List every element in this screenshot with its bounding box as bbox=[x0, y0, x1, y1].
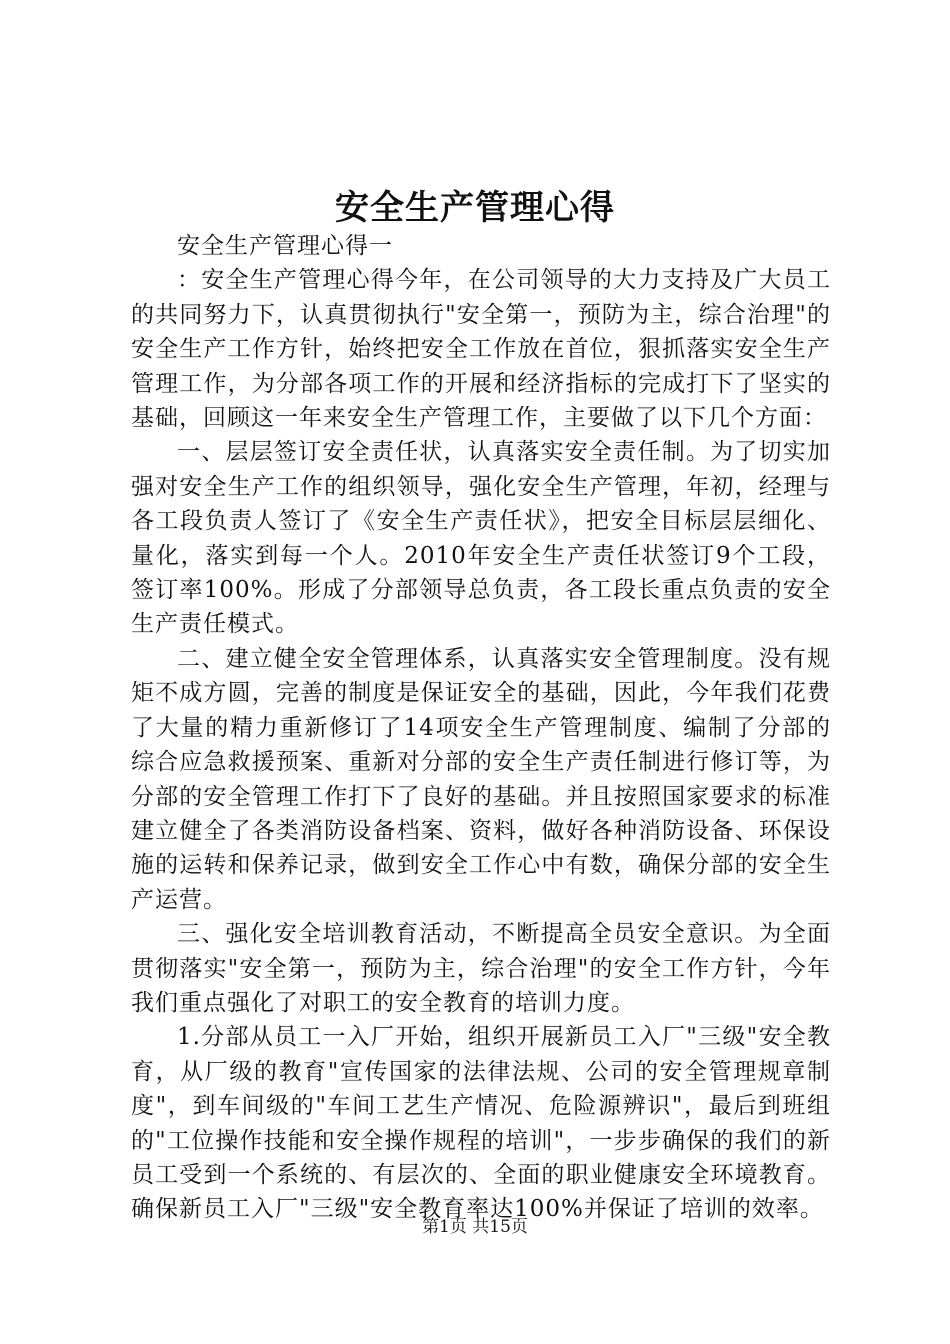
paragraph-item-1: 1.分部从员工一入厂开始，组织开展新员工入厂"三级"安全教育，从厂级的教育"宣传国家的法律法规、公司的安全管理规章制度"，到车间级的"车间工艺生产情况、危险源辨识"，最后到班组的"工位操作技能和安全操作规程的培训"，一步步确保的我们的新员工受到一个系统的、有层次的、全面的职业健康安全环境教育。确保新员工入厂"三级"安全教育率达100%并保证了培训的效率。 bbox=[131, 1024, 831, 1223]
paragraph-section-2: 二、建立健全安全管理体系，认真落实安全管理制度。没有规矩不成方圆，完善的制度是保证安全的基础，因此，今年我们花费了大量的精力重新修订了14项安全生产管理制度、编制了分部的综合应急救援预案、重新对分部的安全生产责任制进行修订等，为分部的安全管理工作打下了良好的基础。并且按照国家要求的标准建立健全了各类消防设备档案、资料，做好各种消防设备、环保设施的运转和保养记录，做到安全工作心中有数，确保分部的安全生产运营。 bbox=[131, 645, 831, 913]
paragraph-intro: ：安全生产管理心得今年，在公司领导的大力支持及广大员工的共同努力下，认真贯彻执行"安全第一，预防为主，综合治理"的安全生产工作方针，始终把安全工作放在首位，狠抓落实安全生产管理工作，为分部各项工作的开展和经济指标的完成打下了坚实的基础，回顾这一年来安全生产管理工作，主要做了以下几个方面： bbox=[131, 267, 831, 432]
page-number-footer: 第1页 共15页 bbox=[422, 1217, 528, 1237]
paragraph-section-3: 三、强化安全培训教育活动，不断提高全员安全意识。为全面贯彻落实"安全第一，预防为主，综合治理"的安全工作方针，今年我们重点强化了对职工的安全教育的培训力度。 bbox=[131, 921, 831, 1016]
paragraph-section-1: 一、层层签订安全责任状，认真落实安全责任制。为了切实加强对安全生产工作的组织领导，强化安全生产管理，年初，经理与各工段负责人签订了《安全生产责任状》，把安全目标层层细化、量化，落实到每一个人。2010年安全生产责任状签订9个工段，签订率100%。形成了分部领导总负责，各工段长重点负责的安全生产责任模式。 bbox=[131, 439, 831, 638]
section-subheading: 安全生产管理心得一 bbox=[177, 233, 393, 259]
document-body bbox=[131, 229, 831, 1227]
document-title: 安全生产管理心得 bbox=[335, 188, 615, 228]
